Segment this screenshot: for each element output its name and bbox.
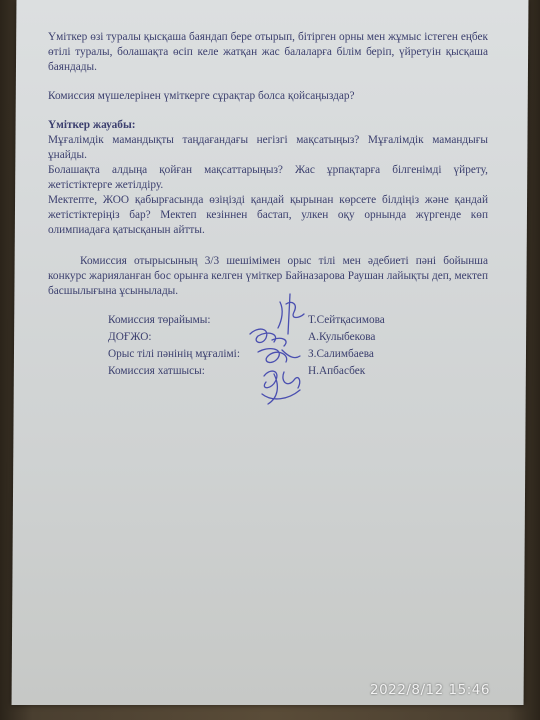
signature-role: ДОҒЖО: xyxy=(108,331,152,343)
answer-heading: Үміткер жауабы: xyxy=(48,119,136,131)
intro-paragraph: Үміткер өзі туралы қысқаша баяндап бере отырып, бітірген орны мен жұмыс істеген еңбек өтілі туралы, болашақта өсіп келе жатқан жас балаларға білім беріп, үйретуін қысқаша баяндады. xyxy=(48,31,488,73)
signature-stroke xyxy=(250,329,286,346)
signature-role: Орыс тілі пәнінің мұғалімі: xyxy=(108,348,240,360)
signature-stroke xyxy=(258,349,300,363)
signature-name: А.Кулыбекова xyxy=(308,331,376,343)
answer-line-2: Болашақта алдыңа қойған мақсаттарыңыз? Жас ұрпақтарға білгенімді үйрету, жетістіктерге жетілдіру. xyxy=(48,164,488,191)
decision-paragraph: Комиссия отырысының 3/3 шешімімен орыс тілі мен әдебиеті пәні бойынша конкурс жарияланған бос орынға келген үміткер Байназарова Раушан лайықты деп, мектеп басшылығына ұсынылады. xyxy=(48,255,488,297)
signature-role: Комиссия төрайымы: xyxy=(108,314,211,326)
signature-name: З.Салимбаева xyxy=(308,348,374,360)
signature-stroke xyxy=(262,390,300,399)
signature-name: Т.Сейтқасимова xyxy=(308,314,385,326)
signature-role: Комиссия хатшысы: xyxy=(108,365,205,377)
signature-name: Н.Апбасбек xyxy=(308,365,366,377)
document-body xyxy=(48,30,488,299)
answer-line-3: Мектепте, ЖОО қабырғасында өзіңізді қандай қырынан көрсете білдіңіз және қандай жетістіктеріңіз бар? Мектеп кезіннен бастап, улкен оқу орнында жүргенде көп олимпиадаға қатысқанын айтты. xyxy=(48,194,488,236)
question-paragraph: Комиссия мүшелерінен үміткерге сұрақтар болса қойсаңыздар? xyxy=(48,90,355,102)
answer-line-1: Мұғалімдік мамандықты таңдағандағы негізгі мақсатыңыз? Мұғалімдік мамандығы ұнайды. xyxy=(48,134,488,161)
signature-stroke xyxy=(278,294,304,334)
photo-timestamp: 2022/8/12 15:46 xyxy=(370,682,490,698)
handwritten-signatures xyxy=(228,290,348,420)
